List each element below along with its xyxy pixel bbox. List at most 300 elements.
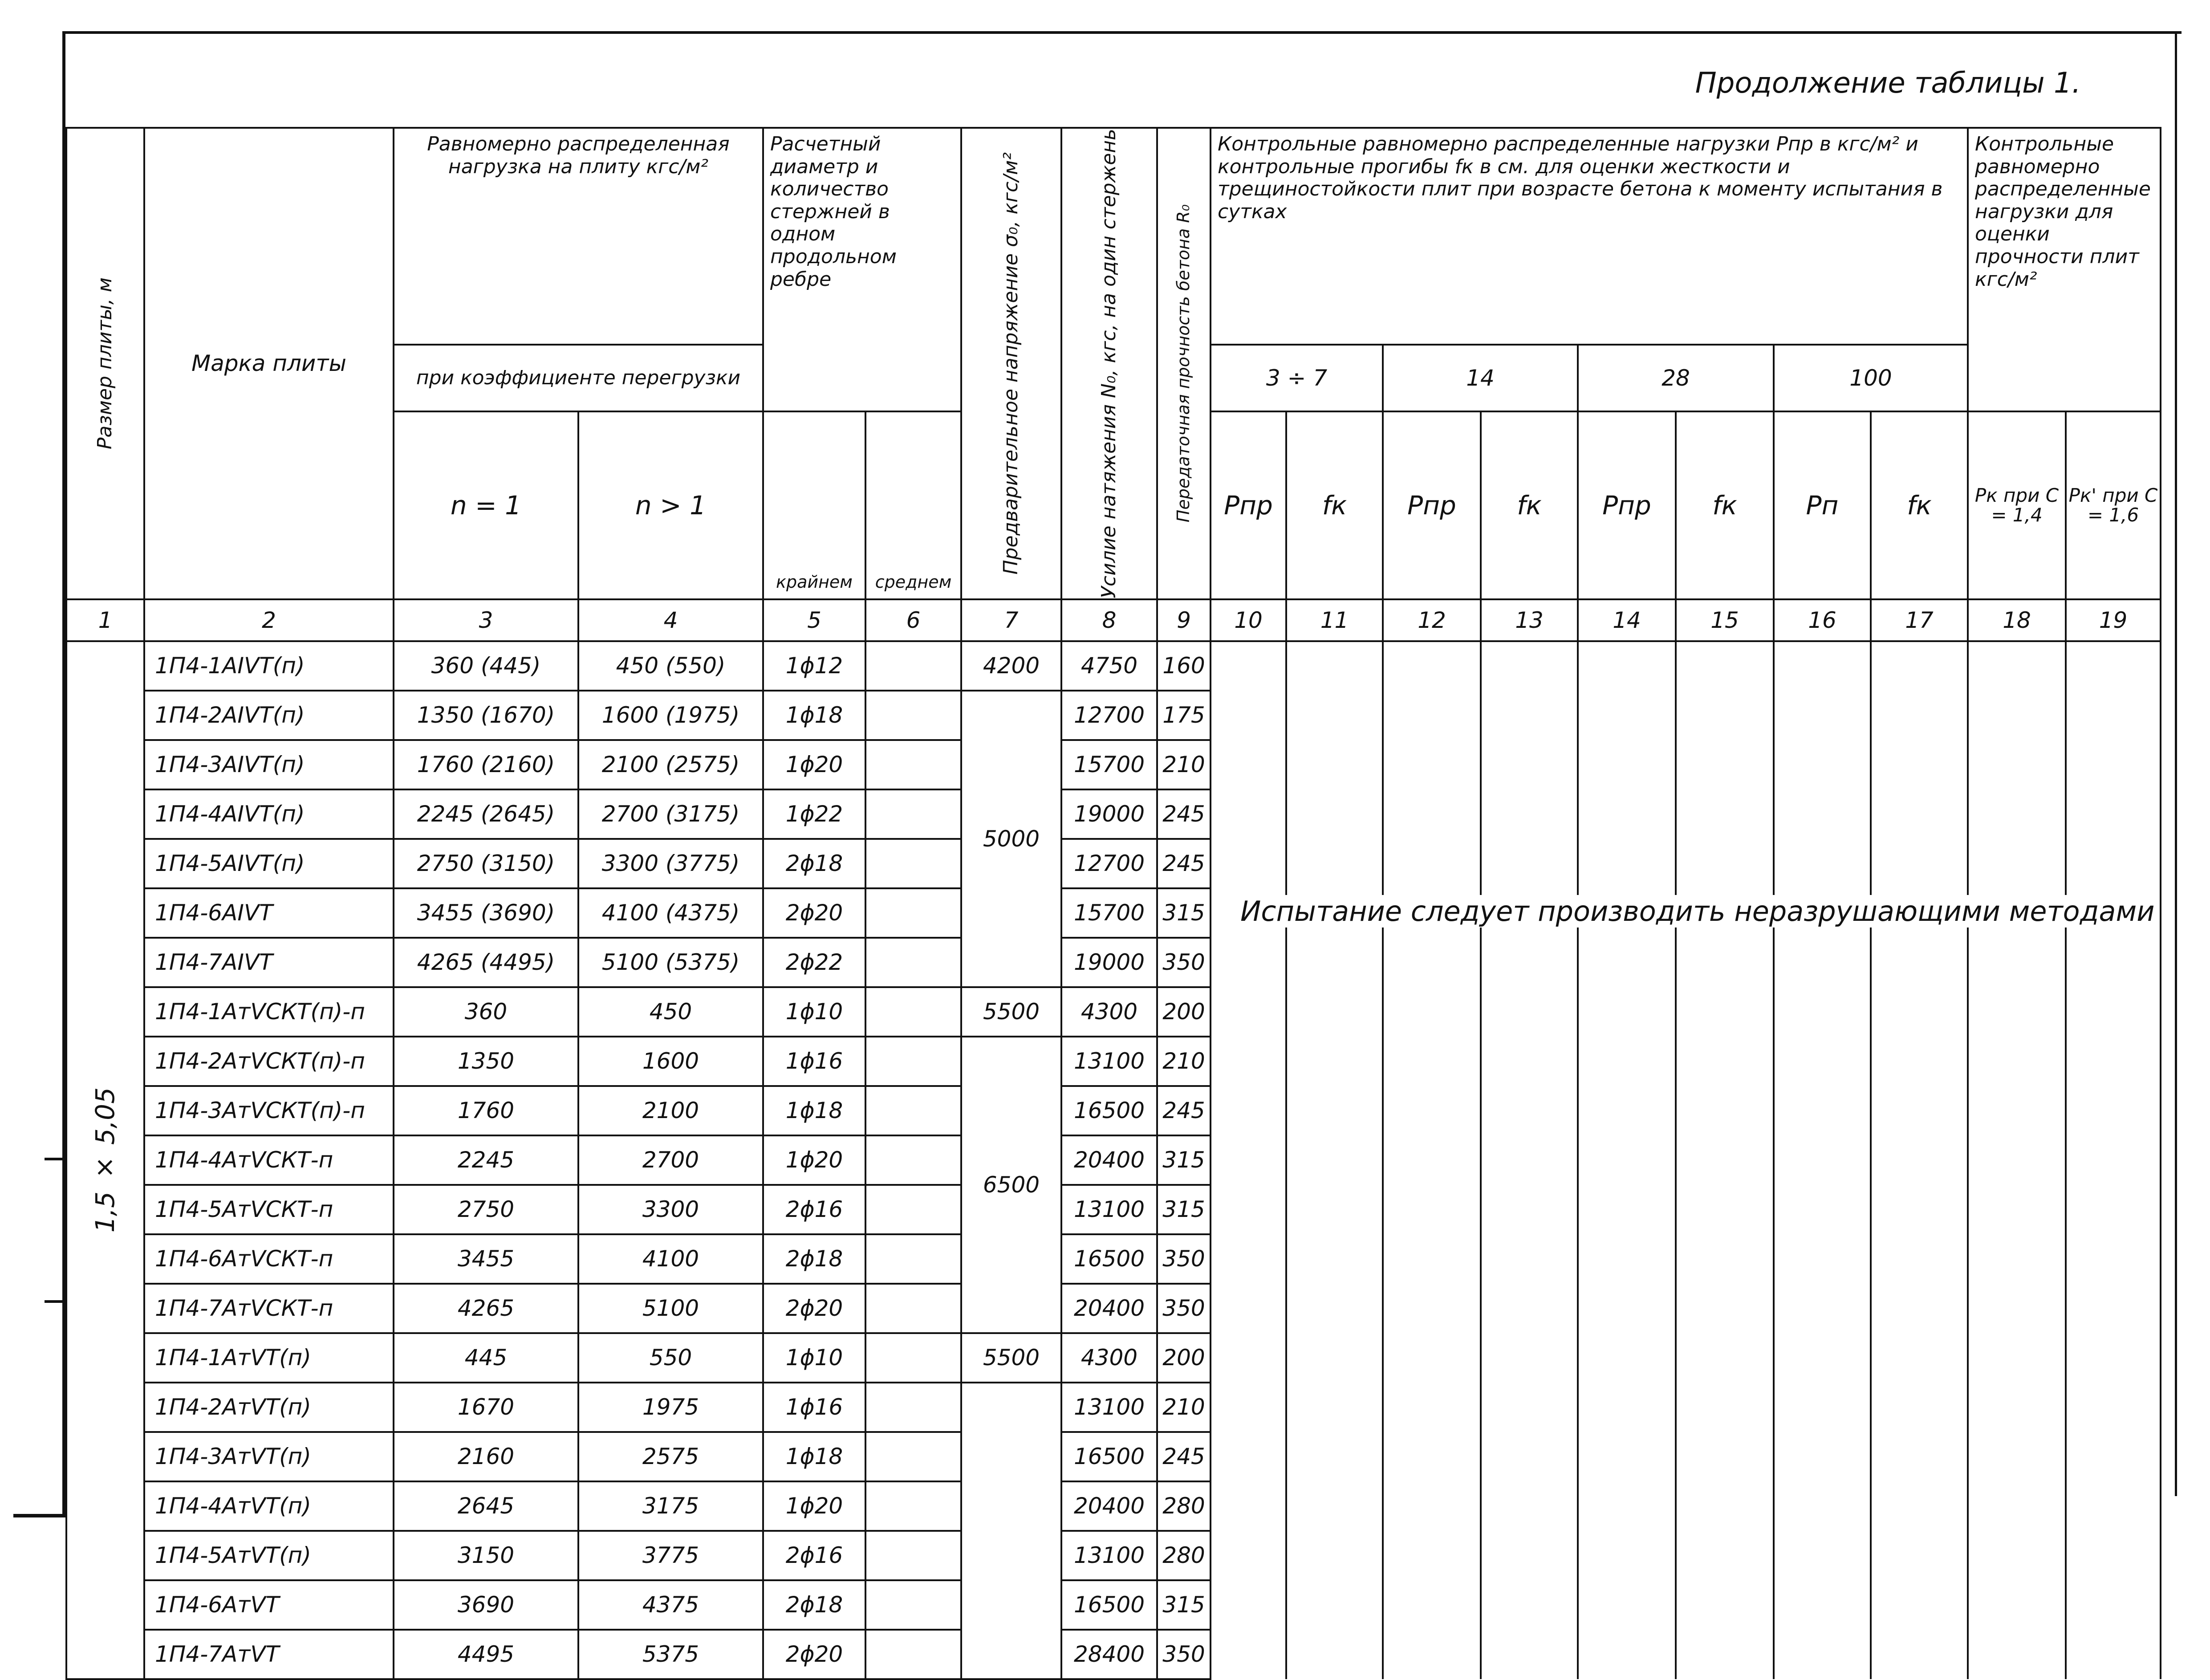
column-number: 19: [2066, 599, 2161, 641]
control-cell: [1383, 1234, 1481, 1284]
column-number: 2: [144, 599, 394, 641]
control-cell: [2066, 789, 2161, 839]
control-cell: [1286, 987, 1383, 1037]
tension-cell: 20400: [1061, 1135, 1157, 1185]
load-n-gt1-cell: 2700: [578, 1135, 763, 1185]
control-cell: [1211, 1531, 1286, 1580]
control-cell: [1211, 1234, 1286, 1284]
tension-cell: 16500: [1061, 1432, 1157, 1481]
frame-top-line: [62, 31, 2182, 34]
load-n1-cell: 1350: [394, 1037, 578, 1086]
control-cell: [1774, 641, 1871, 691]
load-n1-cell: 2160: [394, 1432, 578, 1481]
control-cell: [1968, 1185, 2066, 1234]
control-cell: [1286, 1234, 1383, 1284]
control-cell: [2066, 1432, 2161, 1481]
mark-cell: 1П4-1АтVТ(п): [144, 1333, 394, 1383]
strength-cell: 350: [1157, 1630, 1211, 1679]
control-cell: [1211, 1037, 1286, 1086]
table-row: [66, 1481, 2161, 1531]
control-cell: [1968, 938, 2066, 987]
load-n1-cell: 2245: [394, 1135, 578, 1185]
control-cell: [1211, 1383, 1286, 1432]
header-size: Размер плиты, м: [66, 128, 144, 599]
control-cell: [1481, 938, 1578, 987]
control-cell: [1286, 1037, 1383, 1086]
control-cell: [1578, 1037, 1676, 1086]
header-edge: крайнем: [763, 411, 865, 599]
table-row: [66, 1135, 2161, 1185]
control-cell: [1211, 987, 1286, 1037]
load-n-gt1-cell: 1975: [578, 1383, 763, 1432]
control-cell: [1676, 1432, 1774, 1481]
strength-cell: 160: [1157, 641, 1211, 691]
strength-cell: 245: [1157, 839, 1211, 888]
control-cell: [1968, 1333, 2066, 1383]
control-cell: [1578, 1086, 1676, 1135]
control-cell: [1481, 1481, 1578, 1531]
control-cell: [1774, 691, 1871, 740]
header-f-k: fк: [1481, 411, 1578, 599]
control-cell: [2066, 1580, 2161, 1630]
diameter-middle-cell: [865, 1037, 961, 1086]
mark-cell: 1П4-4АтVСКТ-п: [144, 1135, 394, 1185]
control-cell: [1774, 740, 1871, 789]
control-cell: [1578, 1135, 1676, 1185]
column-number: 3: [394, 599, 578, 641]
control-cell: [1211, 839, 1286, 888]
column-number: 8: [1061, 599, 1157, 641]
control-cell: [1968, 1234, 2066, 1284]
tension-cell: 4750: [1061, 641, 1157, 691]
tension-cell: 16500: [1061, 1234, 1157, 1284]
load-n-gt1-cell: 4100 (4375): [578, 888, 763, 938]
control-cell: [1774, 1284, 1871, 1333]
diameter-middle-cell: [865, 1135, 961, 1185]
table-row: [66, 839, 2161, 888]
prestress-cell: [961, 1383, 1061, 1679]
table-row: [66, 641, 2161, 691]
control-cell: [1968, 1284, 2066, 1333]
control-cell: [1968, 1580, 2066, 1630]
strength-cell: 315: [1157, 1580, 1211, 1630]
strength-cell: 175: [1157, 691, 1211, 740]
load-n-gt1-cell: 1600: [578, 1037, 763, 1086]
diameter-middle-cell: [865, 641, 961, 691]
control-cell: [1286, 1432, 1383, 1481]
diameter-edge-cell: 1ϕ20: [763, 1481, 865, 1531]
diameter-middle-cell: [865, 1185, 961, 1234]
diameter-middle-cell: [865, 1234, 961, 1284]
header-control: Контрольные равномерно распределенные нагрузки Pпр в кгс/м² и контрольные прогибы fк в см. для оценки жесткости и трещиностойкости плит при возрасте бетона к моменту испытания в сутках: [1211, 128, 1968, 345]
control-cell: [1871, 1531, 1968, 1580]
control-cell: [1286, 641, 1383, 691]
diameter-edge-cell: 2ϕ18: [763, 1580, 865, 1630]
diameter-middle-cell: [865, 1531, 961, 1580]
control-cell: [1383, 938, 1481, 987]
load-n-gt1-cell: 5375: [578, 1630, 763, 1679]
mark-cell: 1П4-6АтVТ: [144, 1580, 394, 1630]
strength-cell: 280: [1157, 1481, 1211, 1531]
column-number: 1: [66, 599, 144, 641]
header-pk2: Pк' при C = 1,6: [2066, 411, 2161, 599]
control-cell: [1578, 740, 1676, 789]
control-cell: [2066, 1185, 2161, 1234]
control-cell: [1481, 1630, 1578, 1679]
control-cell: [1383, 1037, 1481, 1086]
control-cell: [1676, 1333, 1774, 1383]
control-cell: [1481, 1383, 1578, 1432]
control-cell: [1286, 789, 1383, 839]
strength-cell: 350: [1157, 1234, 1211, 1284]
tension-cell: 16500: [1061, 1086, 1157, 1135]
control-cell: [1774, 938, 1871, 987]
mark-cell: 1П4-7АIVТ: [144, 938, 394, 987]
control-cell: [2066, 1284, 2161, 1333]
control-cell: [1871, 1630, 1968, 1679]
diameter-middle-cell: [865, 1580, 961, 1630]
header-n-gt1: n > 1: [578, 411, 763, 599]
header-strength: Передаточная прочность бетона R₀: [1157, 128, 1211, 599]
table-row: [66, 691, 2161, 740]
size-label: 1,5 × 5,05: [90, 1087, 121, 1233]
diameter-edge-cell: 1ϕ16: [763, 1383, 865, 1432]
control-cell: [2066, 1333, 2161, 1383]
control-cell: [1968, 691, 2066, 740]
control-cell: [1774, 1185, 1871, 1234]
diameter-edge-cell: 2ϕ20: [763, 888, 865, 938]
control-cell: [1383, 691, 1481, 740]
control-cell: [1774, 1432, 1871, 1481]
control-cell: [2066, 691, 2161, 740]
control-cell: [1481, 1135, 1578, 1185]
control-cell: [1968, 1135, 2066, 1185]
control-cell: [1578, 1185, 1676, 1234]
control-cell: [1676, 987, 1774, 1037]
column-number: 9: [1157, 599, 1211, 641]
header-prestress: Предварительное напряжение σ₀, кгс/м²: [961, 128, 1061, 599]
tension-cell: 20400: [1061, 1481, 1157, 1531]
mark-cell: 1П4-3АтVТ(п): [144, 1432, 394, 1481]
load-n1-cell: 360 (445): [394, 641, 578, 691]
control-cell: [2066, 641, 2161, 691]
header-p-np: Pпр: [1383, 411, 1481, 599]
load-n-gt1-cell: 550: [578, 1333, 763, 1383]
frame-tick: [45, 1300, 67, 1303]
load-n-gt1-cell: 2100 (2575): [578, 740, 763, 789]
diameter-middle-cell: [865, 987, 961, 1037]
column-number: 18: [1968, 599, 2066, 641]
header-mark: Марка плиты: [144, 128, 394, 599]
control-cell: [1383, 1185, 1481, 1234]
load-n1-cell: 360: [394, 987, 578, 1037]
strength-cell: 350: [1157, 1284, 1211, 1333]
control-cell: [1481, 1037, 1578, 1086]
testing-note: Испытание следует производить неразрушающими методами: [1238, 895, 2157, 927]
control-cell: [1383, 1481, 1481, 1531]
tension-cell: 20400: [1061, 1284, 1157, 1333]
diameter-edge-cell: 2ϕ22: [763, 938, 865, 987]
header-age-28: 28: [1578, 345, 1774, 412]
column-number-row: [66, 599, 2161, 641]
header-load: Равномерно распределенная нагрузка на плиту кгс/м²: [394, 128, 763, 345]
control-cell: [1383, 1580, 1481, 1630]
control-cell: [1968, 1432, 2066, 1481]
control-cell: [1211, 1086, 1286, 1135]
prestress-cell: 5500: [961, 987, 1061, 1037]
tension-cell: 4300: [1061, 1333, 1157, 1383]
diameter-middle-cell: [865, 1086, 961, 1135]
load-n1-cell: 4265 (4495): [394, 938, 578, 987]
load-n-gt1-cell: 3300: [578, 1185, 763, 1234]
prestress-cell: 5500: [961, 1333, 1061, 1383]
load-n1-cell: 3455 (3690): [394, 888, 578, 938]
control-cell: [1774, 1135, 1871, 1185]
strength-cell: 200: [1157, 987, 1211, 1037]
control-cell: [2066, 1135, 2161, 1185]
control-cell: [1871, 1481, 1968, 1531]
control-cell: [1774, 1383, 1871, 1432]
control-cell: [1871, 1086, 1968, 1135]
control-cell: [1211, 1284, 1286, 1333]
control-cell: [1481, 789, 1578, 839]
header-f-k: fк: [1676, 411, 1774, 599]
column-number: 13: [1481, 599, 1578, 641]
control-cell: [2066, 740, 2161, 789]
tension-cell: 15700: [1061, 740, 1157, 789]
load-n-gt1-cell: 3300 (3775): [578, 839, 763, 888]
control-cell: [1871, 1037, 1968, 1086]
table-row: [66, 1086, 2161, 1135]
diameter-edge-cell: 1ϕ18: [763, 1432, 865, 1481]
control-cell: [1286, 1086, 1383, 1135]
control-cell: [1578, 1234, 1676, 1284]
mark-cell: 1П4-3АIVТ(п): [144, 740, 394, 789]
column-number: 14: [1578, 599, 1676, 641]
control-cell: [1578, 1383, 1676, 1432]
column-number: 11: [1286, 599, 1383, 641]
load-n1-cell: 4495: [394, 1630, 578, 1679]
control-cell: [1481, 641, 1578, 691]
control-cell: [1871, 1185, 1968, 1234]
control-cell: [1481, 1234, 1578, 1284]
load-n1-cell: 2750: [394, 1185, 578, 1234]
mark-cell: 1П4-6АтVСКТ-п: [144, 1234, 394, 1284]
control-cell: [1578, 691, 1676, 740]
strength-cell: 315: [1157, 888, 1211, 938]
control-cell: [1968, 987, 2066, 1037]
load-n1-cell: 1760 (2160): [394, 740, 578, 789]
mark-cell: 1П4-2АIVТ(п): [144, 691, 394, 740]
table-row: [66, 1234, 2161, 1284]
control-cell: [1676, 1185, 1774, 1234]
control-cell: [1676, 938, 1774, 987]
control-cell: [1968, 1383, 2066, 1432]
frame-bottom-line: [13, 1514, 67, 1517]
table-row: [66, 789, 2161, 839]
control-cell: [2066, 987, 2161, 1037]
control-cell: [1871, 691, 1968, 740]
control-cell: [2066, 1481, 2161, 1531]
diameter-middle-cell: [865, 1383, 961, 1432]
control-cell: [1774, 1086, 1871, 1135]
control-cell: [1578, 987, 1676, 1037]
header-diameter: Расчетный диаметр и количество стержней в одном продольном ребре: [763, 128, 961, 411]
control-cell: [1578, 1630, 1676, 1679]
header-p-np: Pпр: [1578, 411, 1676, 599]
header-pk: Pк при C = 1,4: [1968, 411, 2066, 599]
control-cell: [2066, 938, 2161, 987]
table-row: [66, 1580, 2161, 1630]
mark-cell: 1П4-2АтVТ(п): [144, 1383, 394, 1432]
control-cell: [1383, 1630, 1481, 1679]
strength-cell: 210: [1157, 1037, 1211, 1086]
control-cell: [1774, 1481, 1871, 1531]
control-cell: [1578, 1481, 1676, 1531]
control-cell: [1383, 1383, 1481, 1432]
control-cell: [2066, 1383, 2161, 1432]
control-cell: [1286, 1333, 1383, 1383]
table-row: [66, 1432, 2161, 1481]
load-n1-cell: 3455: [394, 1234, 578, 1284]
control-cell: [1286, 691, 1383, 740]
control-cell: [1578, 641, 1676, 691]
control-cell: [1383, 641, 1481, 691]
mark-cell: 1П4-2АтVСКТ(п)-п: [144, 1037, 394, 1086]
tension-cell: 12700: [1061, 839, 1157, 888]
control-cell: [1211, 1333, 1286, 1383]
mark-cell: 1П4-5АIVТ(п): [144, 839, 394, 888]
load-n-gt1-cell: 450 (550): [578, 641, 763, 691]
diameter-edge-cell: 1ϕ18: [763, 1086, 865, 1135]
tension-cell: 13100: [1061, 1383, 1157, 1432]
control-cell: [1383, 1135, 1481, 1185]
control-cell: [1211, 789, 1286, 839]
column-number: 10: [1211, 599, 1286, 641]
control-cell: [1211, 641, 1286, 691]
table-row: [66, 1185, 2161, 1234]
control-cell: [1481, 1580, 1578, 1630]
strength-cell: 200: [1157, 1333, 1211, 1383]
control-cell: [2066, 1630, 2161, 1679]
load-n-gt1-cell: 5100: [578, 1284, 763, 1333]
tension-cell: 16500: [1061, 1580, 1157, 1630]
strength-cell: 210: [1157, 1383, 1211, 1432]
header-coefficient: при коэффициенте перегрузки: [394, 345, 763, 412]
table-row: [66, 740, 2161, 789]
control-cell: [1481, 1086, 1578, 1135]
diameter-edge-cell: 1ϕ18: [763, 691, 865, 740]
control-cell: [1968, 641, 2066, 691]
control-cell: [2066, 1234, 2161, 1284]
control-cell: [1676, 641, 1774, 691]
diameter-edge-cell: 1ϕ10: [763, 987, 865, 1037]
control-cell: [1871, 789, 1968, 839]
control-cell: [1774, 1630, 1871, 1679]
control-cell: [1481, 1531, 1578, 1580]
control-cell: [1968, 1086, 2066, 1135]
prestress-cell: 4200: [961, 641, 1061, 691]
tension-cell: 12700: [1061, 691, 1157, 740]
control-cell: [1286, 1284, 1383, 1333]
control-cell: [1211, 1481, 1286, 1531]
control-cell: [1968, 1531, 2066, 1580]
header-n1: n = 1: [394, 411, 578, 599]
control-cell: [1676, 740, 1774, 789]
control-cell: [1676, 839, 1774, 888]
control-cell: [1871, 641, 1968, 691]
diameter-edge-cell: 2ϕ16: [763, 1185, 865, 1234]
header-age-3-7: 3 ÷ 7: [1211, 345, 1383, 412]
control-cell: [1286, 1580, 1383, 1630]
strength-cell: 210: [1157, 740, 1211, 789]
diameter-middle-cell: [865, 1432, 961, 1481]
control-cell: [1286, 1630, 1383, 1679]
load-n-gt1-cell: 2100: [578, 1086, 763, 1135]
control-cell: [1676, 1531, 1774, 1580]
control-cell: [1481, 691, 1578, 740]
control-cell: [1286, 1481, 1383, 1531]
control-cell: [1774, 987, 1871, 1037]
control-cell: [1383, 789, 1481, 839]
control-cell: [1968, 1481, 2066, 1531]
control-cell: [1383, 1086, 1481, 1135]
control-cell: [1211, 1185, 1286, 1234]
table-row: [66, 1037, 2161, 1086]
control-cell: [1774, 1037, 1871, 1086]
diameter-middle-cell: [865, 740, 961, 789]
control-cell: [1286, 839, 1383, 888]
load-n1-cell: 445: [394, 1333, 578, 1383]
diameter-edge-cell: 1ϕ22: [763, 789, 865, 839]
control-cell: [1286, 1185, 1383, 1234]
diameter-edge-cell: 1ϕ20: [763, 1135, 865, 1185]
header-tension: Усилие натяжения N₀, кгс, на один стержень: [1061, 128, 1157, 599]
tension-cell: 15700: [1061, 888, 1157, 938]
strength-cell: 245: [1157, 1432, 1211, 1481]
strength-cell: 245: [1157, 1086, 1211, 1135]
strength-cell: 280: [1157, 1531, 1211, 1580]
table-row: [66, 1383, 2161, 1432]
mark-cell: 1П4-7АтVТ: [144, 1630, 394, 1679]
diameter-edge-cell: 1ϕ10: [763, 1333, 865, 1383]
control-cell: [1774, 1234, 1871, 1284]
control-cell: [1211, 1630, 1286, 1679]
tension-cell: 13100: [1061, 1037, 1157, 1086]
control-cell: [1871, 938, 1968, 987]
header-p-np: Pпр: [1211, 411, 1286, 599]
column-number: 6: [865, 599, 961, 641]
table-row: [66, 1531, 2161, 1580]
control-cell: [1676, 691, 1774, 740]
prestress-cell: 5000: [961, 691, 1061, 987]
control-cell: [1286, 1135, 1383, 1185]
control-cell: [1578, 1333, 1676, 1383]
mark-cell: 1П4-3АтVСКТ(п)-п: [144, 1086, 394, 1135]
control-cell: [1871, 1383, 1968, 1432]
control-cell: [1871, 1580, 1968, 1630]
control-cell: [1578, 1432, 1676, 1481]
mark-cell: 1П4-4АтVТ(п): [144, 1481, 394, 1531]
diameter-middle-cell: [865, 1481, 961, 1531]
control-cell: [1676, 1284, 1774, 1333]
mark-cell: 1П4-5АтVТ(п): [144, 1531, 394, 1580]
control-cell: [1774, 1531, 1871, 1580]
header-p-n: Pп: [1774, 411, 1871, 599]
control-cell: [1286, 1531, 1383, 1580]
load-n1-cell: 1670: [394, 1383, 578, 1432]
tension-cell: 19000: [1061, 789, 1157, 839]
